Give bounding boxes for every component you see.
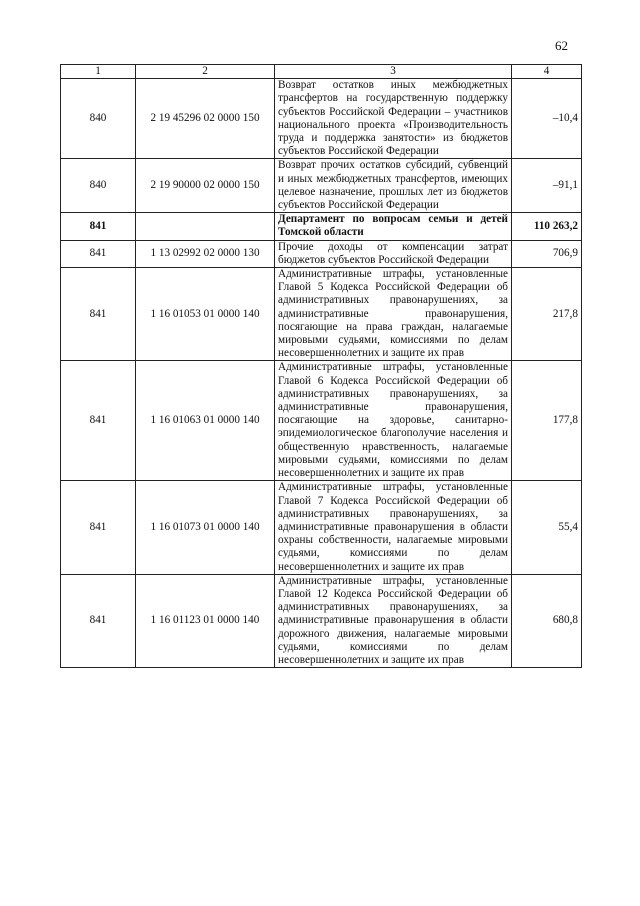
revenue-table [60, 64, 582, 668]
revenue-name-cell: Административные штрафы, установленные Главой 6 Кодекса Российской Федерации об административных правонарушениях, за административные правонарушения, посягающие на здоровье, санитарно-эпидемиологическое благополучие населения и общественную нравственность, налагаемые мировыми судьями, комиссиями по делам несовершеннолетних и защите их прав [275, 361, 512, 481]
admin-code-cell: 841 [61, 574, 136, 667]
amount-cell: 177,8 [512, 361, 582, 481]
table-row [61, 240, 582, 267]
budget-code-cell [136, 213, 275, 240]
admin-code-cell: 841 [61, 268, 136, 361]
table-row [61, 159, 582, 213]
table-row [61, 213, 582, 240]
amount-cell: 110 263,2 [512, 213, 582, 240]
table-header-row [61, 65, 582, 79]
amount-cell: 55,4 [512, 481, 582, 574]
table-row [61, 268, 582, 361]
column-header: 2 [136, 65, 275, 79]
column-header: 4 [512, 65, 582, 79]
admin-code-cell: 840 [61, 159, 136, 213]
budget-code-cell: 2 19 90000 02 0000 150 [136, 159, 275, 213]
revenue-name-cell: Возврат прочих остатков субсидий, субвенций и иных межбюджетных трансфертов, имеющих целевое назначение, прошлых лет из бюджетов субъектов Российской Федерации [275, 159, 512, 213]
admin-code-cell: 841 [61, 213, 136, 240]
column-header: 3 [275, 65, 512, 79]
budget-code-cell: 1 13 02992 02 0000 130 [136, 240, 275, 267]
admin-code-cell: 841 [61, 481, 136, 574]
table-row [61, 361, 582, 481]
amount-cell: 217,8 [512, 268, 582, 361]
table-body [61, 79, 582, 668]
budget-code-cell: 2 19 45296 02 0000 150 [136, 79, 275, 159]
amount-cell: 706,9 [512, 240, 582, 267]
budget-code-cell: 1 16 01073 01 0000 140 [136, 481, 275, 574]
table-row [61, 481, 582, 574]
page-number: 62 [555, 38, 568, 53]
admin-code-cell: 841 [61, 240, 136, 267]
amount-cell: –10,4 [512, 79, 582, 159]
table-row [61, 79, 582, 159]
revenue-name-cell: Административные штрафы, установленные Главой 5 Кодекса Российской Федерации об административных правонарушениях, за административные правонарушения, посягающие на права граждан, налагаемые мировыми судьями, комиссиями по делам несовершеннолетних и защите их прав [275, 268, 512, 361]
revenue-name-cell: Административные штрафы, установленные Главой 7 Кодекса Российской Федерации об административных правонарушениях, за административные правонарушения в области охраны собственности, налагаемые мировыми судьями, комиссиями по делам несовершеннолетних и защите их прав [275, 481, 512, 574]
admin-code-cell: 841 [61, 361, 136, 481]
revenue-name-cell: Прочие доходы от компенсации затрат бюджетов субъектов Российской Федерации [275, 240, 512, 267]
revenue-name-cell: Департамент по вопросам семьи и детей Томской области [275, 213, 512, 240]
budget-code-cell: 1 16 01053 01 0000 140 [136, 268, 275, 361]
budget-code-cell: 1 16 01123 01 0000 140 [136, 574, 275, 667]
revenue-name-cell: Возврат остатков иных межбюджетных трансфертов на государственную поддержку субъектов Российской Федерации – участников национального проекта «Производительность труда и поддержка занятости» из бюджетов субъектов Российской Федерации [275, 79, 512, 159]
amount-cell: –91,1 [512, 159, 582, 213]
admin-code-cell: 840 [61, 79, 136, 159]
column-header: 1 [61, 65, 136, 79]
budget-code-cell: 1 16 01063 01 0000 140 [136, 361, 275, 481]
table-row [61, 574, 582, 667]
amount-cell: 680,8 [512, 574, 582, 667]
revenue-name-cell: Административные штрафы, установленные Главой 12 Кодекса Российской Федерации об административных правонарушениях, за административные правонарушения в области дорожного движения, налагаемые мировыми судьями, комиссиями по делам несовершеннолетних и защите их прав [275, 574, 512, 667]
